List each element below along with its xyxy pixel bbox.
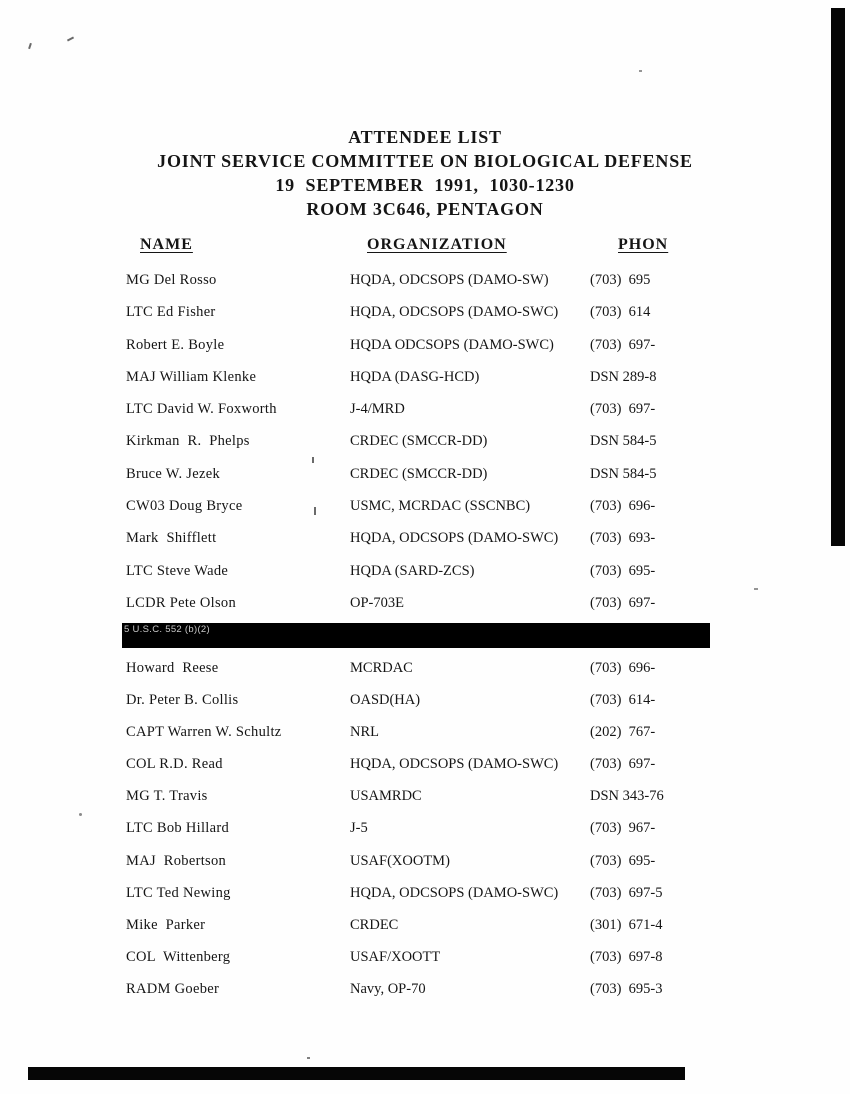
attendee-org-cell: HQDA, ODCSOPS (DAMO-SW): [350, 272, 549, 288]
attendee-phone-cell: (703) 697-5: [590, 884, 663, 901]
attendee-name-cell: LCDR Pete Olson: [126, 594, 237, 611]
attendee-org-cell: J-5: [350, 820, 368, 837]
attendee-name-cell: COL R.D. Read: [126, 756, 223, 773]
attendee-name-cell: LTC Ted Newing: [126, 884, 231, 901]
attendee-row: [126, 788, 736, 820]
attendee-name-cell: COL Wittenberg: [126, 948, 231, 965]
attendee-row: [126, 401, 736, 433]
attendee-org-cell: HQDA (SARD-ZCS): [350, 562, 475, 579]
attendee-row: [126, 337, 736, 369]
scan-bottom-bar: [28, 1067, 685, 1080]
attendee-org-cell: HQDA, ODCSOPS (DAMO-SWC): [350, 756, 559, 773]
attendee-phone-cell: (703) 614-: [590, 692, 656, 709]
attendee-phone-cell: (703) 695-: [590, 852, 656, 869]
attendee-name-cell: Kirkman R. Phelps: [126, 433, 250, 450]
attendee-name-cell: Dr. Peter B. Collis: [126, 692, 239, 709]
attendee-org-cell: HQDA, ODCSOPS (DAMO-SWC): [350, 304, 559, 321]
document-title-block: [0, 125, 850, 221]
attendee-phone-cell: (703) 697-: [590, 756, 656, 773]
attendee-org-cell: OP-703E: [350, 594, 404, 611]
attendee-name-cell: Bruce W. Jezek: [126, 465, 220, 482]
column-header-organization: ORGANIZATION: [367, 236, 507, 253]
attendee-row: [126, 304, 736, 336]
attendee-row: [126, 949, 736, 981]
attendee-row: [126, 853, 736, 885]
attendee-org-cell: OASD(HA): [350, 692, 421, 709]
attendee-row: [126, 885, 736, 917]
attendee-row: [126, 917, 736, 949]
attendee-row: [126, 369, 736, 401]
attendee-phone-cell: (703) 697-: [590, 594, 656, 611]
attendee-org-cell: HQDA ODCSOPS (DAMO-SWC): [350, 336, 554, 353]
attendee-name-cell: Mike Parker: [126, 916, 206, 933]
attendee-org-cell: NRL: [350, 724, 379, 741]
attendee-org-cell: USAF/XOOTT: [350, 948, 441, 965]
scan-artifact: [754, 588, 758, 590]
attendee-org-cell: HQDA, ODCSOPS (DAMO-SWC): [350, 884, 559, 901]
attendee-org-cell: CRDEC (SMCCR-DD): [350, 433, 488, 450]
scan-artifact: [67, 36, 74, 41]
attendee-org-cell: HQDA, ODCSOPS (DAMO-SWC): [350, 530, 559, 547]
attendee-row: [126, 466, 736, 498]
attendee-row: [126, 530, 736, 562]
attendee-org-cell: USMC, MCRDAC (SSCNBC): [350, 498, 531, 515]
attendee-row: [126, 433, 736, 465]
attendee-phone-cell: (703) 693-: [590, 530, 656, 547]
attendee-org-cell: USAMRDC: [350, 788, 422, 805]
redaction-bar: [122, 623, 710, 648]
attendee-org-cell: J-4/MRD: [350, 401, 405, 418]
attendee-phone-cell: (703) 697-: [590, 336, 656, 353]
column-header-name: NAME: [140, 236, 193, 253]
attendee-name-cell: MAJ William Klenke: [126, 368, 257, 385]
attendee-org-cell: Navy, OP-70: [350, 980, 426, 997]
attendee-phone-cell: (703) 697-8: [590, 948, 663, 965]
title-location: ROOM 3C646, PENTAGON: [306, 199, 544, 219]
scan-artifact: [312, 457, 314, 463]
attendee-phone-cell: (703) 695-3: [590, 980, 663, 997]
attendee-row: [126, 498, 736, 530]
attendee-phone-cell: (703) 695-: [590, 562, 656, 579]
attendee-name-cell: LTC Steve Wade: [126, 562, 229, 579]
attendee-row: [126, 563, 736, 595]
title-date-time: 19 SEPTEMBER 1991, 1030-1230: [275, 175, 575, 195]
title-committee-name: JOINT SERVICE COMMITTEE ON BIOLOGICAL DEFENSE: [157, 151, 693, 171]
attendee-row: [126, 820, 736, 852]
attendee-phone-cell: (202) 767-: [590, 724, 656, 741]
attendee-name-cell: LTC Ed Fisher: [126, 304, 216, 321]
attendee-phone-cell: (703) 614: [590, 304, 651, 321]
attendee-row: [126, 272, 736, 304]
attendee-name-cell: LTC David W. Foxworth: [126, 401, 277, 418]
attendee-phone-cell: DSN 584-5: [590, 465, 657, 482]
attendee-name-cell: MG T. Travis: [126, 788, 208, 805]
attendee-row: [126, 756, 736, 788]
attendee-phone-cell: (703) 697-: [590, 401, 656, 418]
attendee-row: [126, 692, 736, 724]
scan-artifact: [639, 70, 642, 72]
scan-artifact: [307, 1057, 310, 1059]
attendee-phone-cell: DSN 584-5: [590, 433, 657, 450]
attendee-org-cell: HQDA (DASG-HCD): [350, 368, 480, 385]
attendee-name-cell: MG Del Rosso: [126, 272, 217, 288]
attendee-org-cell: CRDEC: [350, 916, 399, 933]
attendee-phone-cell: (703) 696-: [590, 660, 656, 676]
attendee-phone-cell: (301) 671-4: [590, 916, 663, 933]
attendee-name-cell: RADM Goeber: [126, 980, 220, 997]
column-header-phone: PHON: [618, 236, 669, 253]
attendee-row: [126, 660, 736, 692]
attendee-rows-top: [126, 272, 736, 627]
title-attendee-list: ATTENDEE LIST: [348, 127, 502, 147]
redaction-exemption-label: 5 U.S.C. 552 (b)(2): [124, 624, 210, 635]
scan-artifact: [28, 43, 32, 49]
attendee-phone-cell: DSN 289-8: [590, 368, 657, 385]
attendee-org-cell: USAF(XOOTM): [350, 852, 450, 869]
attendee-row: [126, 724, 736, 756]
attendee-name-cell: LTC Bob Hillard: [126, 820, 230, 837]
attendee-org-cell: CRDEC (SMCCR-DD): [350, 465, 488, 482]
attendee-rows-bottom: [126, 660, 736, 1013]
scan-artifact: [79, 813, 82, 816]
scan-edge-vertical-bar: [831, 8, 845, 546]
attendee-name-cell: Robert E. Boyle: [126, 336, 225, 353]
attendee-phone-cell: DSN 343-76: [590, 788, 664, 805]
attendee-name-cell: MAJ Robertson: [126, 852, 227, 869]
attendee-phone-cell: (703) 695: [590, 272, 651, 288]
attendee-row: [126, 981, 736, 1013]
scan-artifact: [314, 507, 316, 515]
attendee-name-cell: CAPT Warren W. Schultz: [126, 724, 282, 741]
attendee-name-cell: CW03 Doug Bryce: [126, 498, 243, 515]
attendee-name-cell: Howard Reese: [126, 660, 219, 676]
attendee-phone-cell: (703) 696-: [590, 498, 656, 515]
attendee-phone-cell: (703) 967-: [590, 820, 656, 837]
attendee-name-cell: Mark Shifflett: [126, 530, 217, 547]
attendee-org-cell: MCRDAC: [350, 660, 413, 676]
